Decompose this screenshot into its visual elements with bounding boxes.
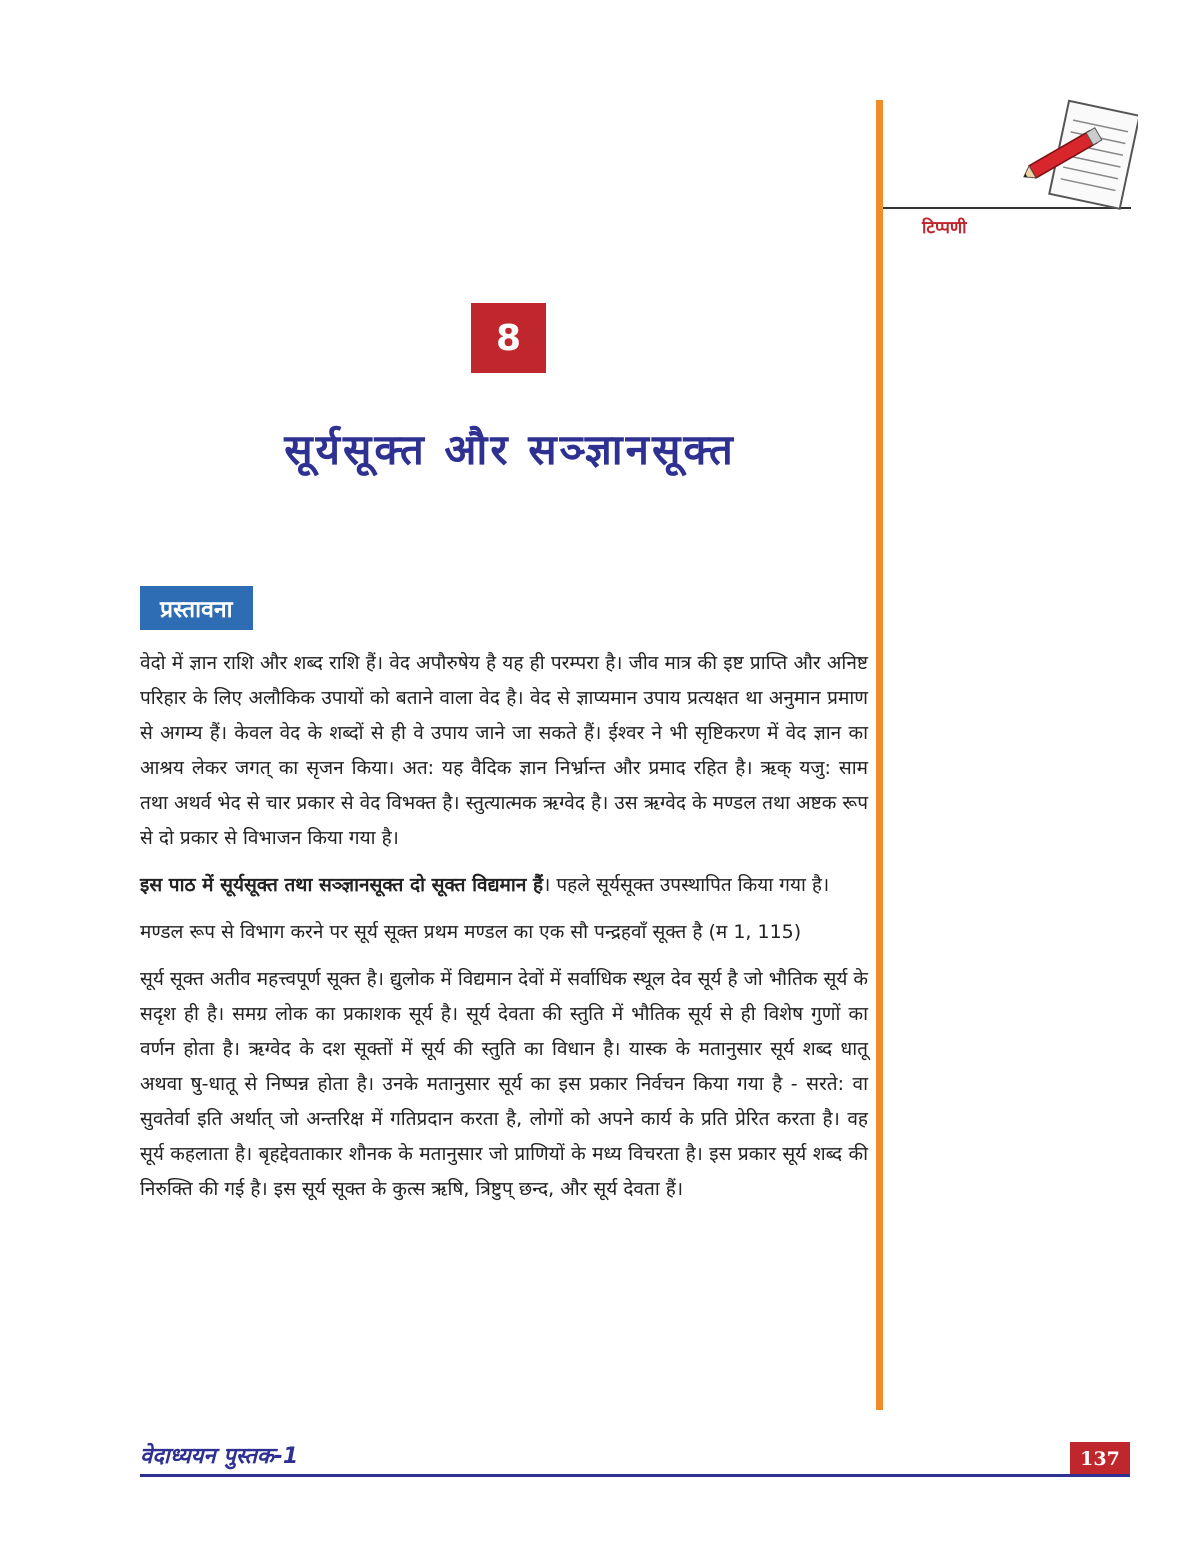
paragraph-mandala: मण्डल रूप से विभाग करने पर सूर्य सूक्त प्रथम मण्डल का एक सौ पन्द्रहवाँ सूक्त है (म 1, 115) bbox=[140, 921, 802, 943]
paragraph-surya: सूर्य सूक्त अतीव महत्त्वपूर्ण सूक्त है। द्युलोक में विद्यमान देवों में सर्वाधिक स्थूल देव सूर्य है जो भौतिक सूर्य के सदृश ही है। समग्र लोक का प्रकाशक सूर्य है। सूर्य देवता की स्तुति में भौतिक सूर्य से ही विशेष गुणों का वर्णन होता है। ऋग्वेद के दश सूक्तों में सूर्य की स्तुति का विधान है। यास्क के मतानुसार सूर्य शब्द धातू अथवा षु-धातू से निष्पन्न होता है। उनके मतानुसार सूर्य का इस प्रकार निर्वचन किया गया है - सरते: वा सुवतेर्वा इति अर्थात् जो अन्तरिक्ष में गतिप्रदान करता है, लोगों को अपने कार्य के प्रति प्रेरित करता है। वह सूर्य कहलाता है। बृहद्देवताकार शौनक के मतानुसार जो प्राणियों के मध्य विचरता है। इस प्रकार सूर्य शब्द की निरुक्ति की गई है। इस सूर्य सूक्त के कुत्स ऋषि, त्रिष्टुप् छन्द, और सूर्य देवता हैं। bbox=[140, 968, 868, 1200]
page-number: 137 bbox=[1070, 1442, 1130, 1476]
margin-notes-label: टिप्पणी bbox=[922, 218, 967, 238]
paragraph-lesson-summary bbox=[140, 868, 868, 903]
notepad-pencil-icon bbox=[1018, 96, 1138, 216]
chapter-title: सूर्यसूक्त और सञ्ज्ञानसूक्त bbox=[284, 425, 736, 474]
body-text bbox=[140, 646, 868, 1219]
margin-divider bbox=[876, 100, 883, 1410]
footer-rule bbox=[140, 1474, 1130, 1477]
lesson-summary-rest: । पहले सूर्यसूक्त उपस्थापित किया गया है। bbox=[543, 874, 830, 896]
paragraph-intro: वेदो में ज्ञान राशि और शब्द राशि हैं। वेद अपौरुषेय है यह ही परम्परा है। जीव मात्र की इष्ट प्राप्ति और अनिष्ट परिहार के लिए अलौकिक उपायों को बताने वाला वेद है। वेद से ज्ञाप्यमान उपाय प्रत्यक्षत था अनुमान प्रमाण से अगम्य हैं। केवल वेद के शब्दों से ही वे उपाय जाने जा सकते हैं। ईश्वर ने भी सृष्टिकरण में वेद ज्ञान का आश्रय लेकर जगत् का सृजन किया। अत: यह वैदिक ज्ञान निर्भ्रान्त और प्रमाद रहित है। ऋक् यजु: साम तथा अथर्व भेद से चार प्रकार से वेद विभक्त है। स्तुत्यात्मक ऋग्वेद है। उस ऋग्वेद के मण्डल तथा अष्टक रूप से दो प्रकार से विभाजन किया गया है। bbox=[140, 652, 868, 849]
footer-book-title: वेदाध्ययन पुस्तक-1 bbox=[140, 1444, 299, 1469]
lesson-summary-bold: इस पाठ में सूर्यसूक्त तथा सञ्ज्ञानसूक्त दो सूक्त विद्यमान हैं bbox=[140, 874, 544, 896]
section-heading: प्रस्तावना bbox=[140, 586, 253, 630]
chapter-number: 8 bbox=[495, 317, 522, 359]
chapter-number-badge bbox=[471, 303, 546, 373]
